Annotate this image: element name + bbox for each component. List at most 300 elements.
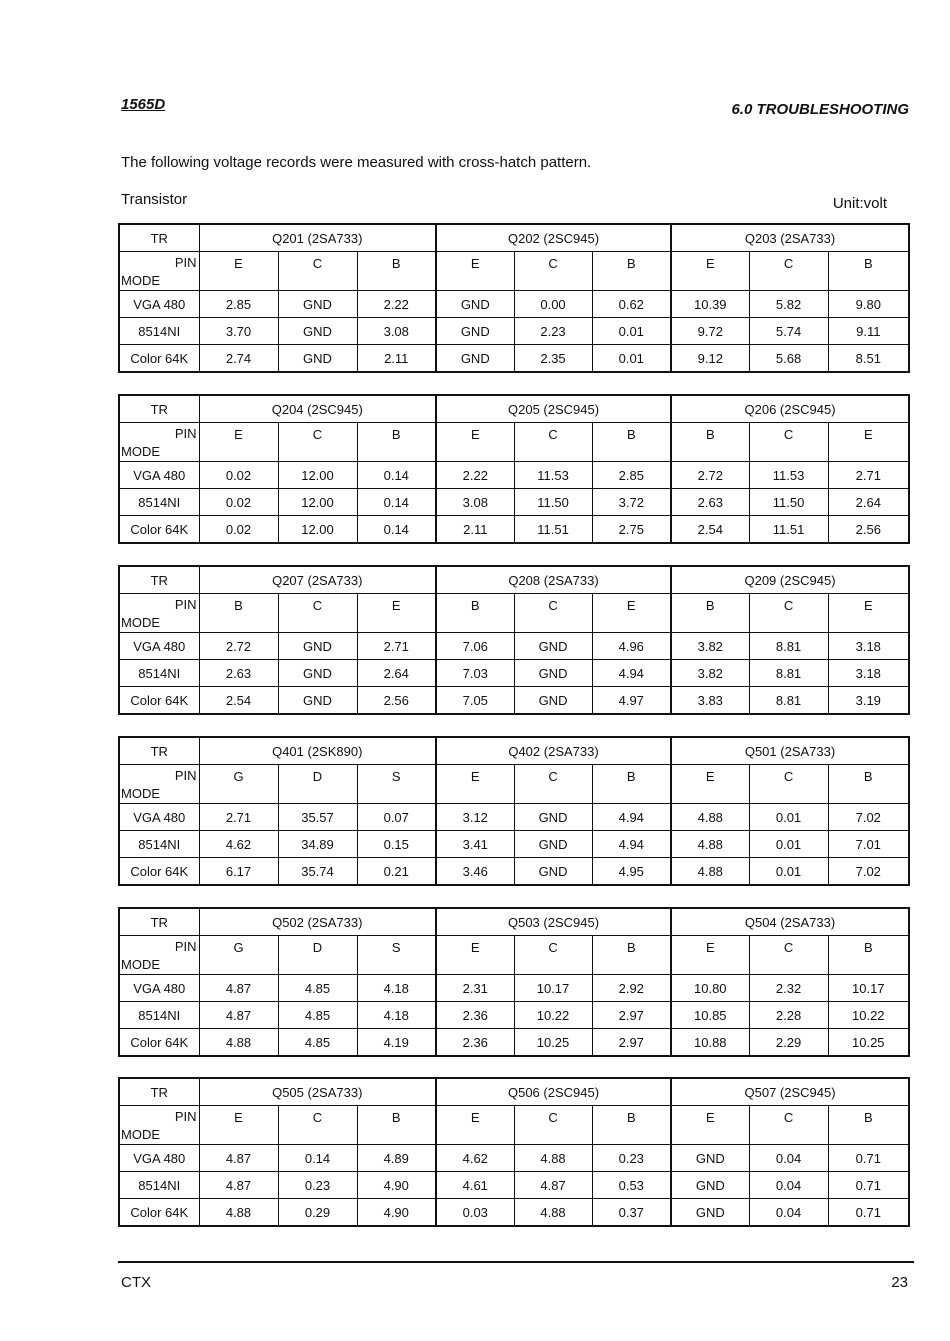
unit-label: Unit:volt (832, 195, 887, 212)
voltage-cell: GND (278, 291, 357, 318)
pin-header: B (828, 765, 909, 804)
voltage-cell: 0.29 (278, 1199, 357, 1227)
table-row (119, 1172, 909, 1199)
voltage-cell: 0.04 (749, 1172, 828, 1199)
pin-header: C (749, 1106, 828, 1145)
transistor-header: Q503 (2SC945) (436, 908, 671, 936)
voltage-cell: 5.82 (749, 291, 828, 318)
voltage-cell: 3.18 (828, 633, 909, 660)
voltage-cell: 0.21 (357, 858, 436, 886)
voltage-cell: 11.51 (514, 516, 592, 544)
voltage-cell: 2.56 (357, 687, 436, 715)
voltage-cell: 4.88 (671, 804, 749, 831)
voltage-cell: 7.06 (436, 633, 514, 660)
voltage-cell: 8.81 (749, 660, 828, 687)
tr-label: TR (119, 566, 199, 594)
transistor-header: Q201 (2SA733) (199, 224, 436, 252)
voltage-cell: 2.56 (828, 516, 909, 544)
voltage-cell: 8.81 (749, 633, 828, 660)
tr-label: TR (119, 1078, 199, 1106)
mode-cell: 8514NI (119, 660, 199, 687)
voltage-cell: 10.17 (514, 975, 592, 1002)
voltage-cell: GND (278, 687, 357, 715)
voltage-cell: 10.25 (828, 1029, 909, 1057)
voltage-cell: 4.18 (357, 975, 436, 1002)
table-row (119, 975, 909, 1002)
mode-cell: VGA 480 (119, 633, 199, 660)
voltage-cell: 0.01 (592, 345, 671, 373)
mode-cell: 8514NI (119, 831, 199, 858)
voltage-cell: 4.88 (514, 1199, 592, 1227)
pin-mode-header (119, 936, 199, 975)
footer-divider (118, 1261, 914, 1263)
voltage-cell: 0.71 (828, 1199, 909, 1227)
section-title: 6.0 TROUBLESHOOTING (731, 101, 909, 118)
voltage-cell: 2.97 (592, 1002, 671, 1029)
transistor-header: Q507 (2SC945) (671, 1078, 909, 1106)
mode-cell: 8514NI (119, 489, 199, 516)
voltage-cell: 4.97 (592, 687, 671, 715)
voltage-cell: GND (278, 633, 357, 660)
voltage-cell: 3.41 (436, 831, 514, 858)
voltage-cell: 4.87 (199, 975, 278, 1002)
pin-header: C (749, 765, 828, 804)
voltage-cell: 2.32 (749, 975, 828, 1002)
voltage-cell: 11.53 (514, 462, 592, 489)
voltage-cell: 3.82 (671, 660, 749, 687)
mode-cell: VGA 480 (119, 804, 199, 831)
voltage-cell: 3.19 (828, 687, 909, 715)
pin-header: C (749, 252, 828, 291)
voltage-table (118, 565, 910, 715)
voltage-cell: 11.53 (749, 462, 828, 489)
transistor-header: Q401 (2SK890) (199, 737, 436, 765)
voltage-cell: 0.23 (592, 1145, 671, 1172)
pin-header: E (199, 1106, 278, 1145)
voltage-cell: 4.62 (436, 1145, 514, 1172)
pin-label: PIN (174, 939, 197, 954)
voltage-cell: 2.35 (514, 345, 592, 373)
table-row (119, 1029, 909, 1057)
voltage-cell: 4.85 (278, 1029, 357, 1057)
voltage-cell: GND (436, 345, 514, 373)
table-row (119, 687, 909, 715)
mode-cell: VGA 480 (119, 462, 199, 489)
voltage-cell: GND (278, 660, 357, 687)
voltage-cell: 4.88 (199, 1029, 278, 1057)
pin-mode-header (119, 1106, 199, 1145)
tr-label: TR (119, 908, 199, 936)
pin-label: PIN (174, 1109, 197, 1124)
voltage-cell: 2.74 (199, 345, 278, 373)
voltage-cell: 9.72 (671, 318, 749, 345)
voltage-cell: GND (514, 633, 592, 660)
table-row (119, 345, 909, 373)
pin-header: D (278, 765, 357, 804)
voltage-cell: 10.80 (671, 975, 749, 1002)
pin-header: C (278, 594, 357, 633)
voltage-cell: 2.11 (357, 345, 436, 373)
voltage-cell: 2.54 (671, 516, 749, 544)
voltage-cell: 0.02 (199, 489, 278, 516)
voltage-cell: 4.94 (592, 660, 671, 687)
voltage-cell: 2.22 (436, 462, 514, 489)
pin-header: B (592, 1106, 671, 1145)
pin-header: B (592, 765, 671, 804)
transistor-header: Q207 (2SA733) (199, 566, 436, 594)
table-row (119, 633, 909, 660)
voltage-cell: 0.37 (592, 1199, 671, 1227)
pin-header: E (671, 252, 749, 291)
pin-header: C (278, 252, 357, 291)
voltage-cell: 0.01 (749, 831, 828, 858)
pin-header: C (749, 594, 828, 633)
mode-cell: VGA 480 (119, 975, 199, 1002)
table-row (119, 462, 909, 489)
voltage-cell: 2.72 (199, 633, 278, 660)
pin-header: E (199, 423, 278, 462)
voltage-cell: 34.89 (278, 831, 357, 858)
voltage-cell: 0.01 (749, 804, 828, 831)
pin-header: C (278, 1106, 357, 1145)
voltage-cell: 7.01 (828, 831, 909, 858)
voltage-cell: GND (514, 831, 592, 858)
voltage-cell: 10.88 (671, 1029, 749, 1057)
voltage-cell: 4.88 (514, 1145, 592, 1172)
table-row (119, 489, 909, 516)
pin-header: E (436, 423, 514, 462)
pin-header: S (357, 765, 436, 804)
voltage-table (118, 1077, 910, 1227)
transistor-header: Q505 (2SA733) (199, 1078, 436, 1106)
voltage-cell: 3.08 (436, 489, 514, 516)
pin-header: S (357, 936, 436, 975)
pin-header: C (514, 1106, 592, 1145)
voltage-cell: GND (436, 291, 514, 318)
pin-header: B (671, 423, 749, 462)
tr-label: TR (119, 737, 199, 765)
voltage-cell: 2.72 (671, 462, 749, 489)
voltage-cell: 3.46 (436, 858, 514, 886)
voltage-cell: 2.85 (199, 291, 278, 318)
table-row (119, 804, 909, 831)
mode-label: MODE (121, 786, 160, 801)
voltage-cell: 12.00 (278, 462, 357, 489)
mode-label: MODE (121, 273, 160, 288)
voltage-cell: 35.57 (278, 804, 357, 831)
voltage-cell: 0.14 (357, 516, 436, 544)
table-row (119, 831, 909, 858)
pin-header: B (828, 936, 909, 975)
voltage-cell: 0.04 (749, 1199, 828, 1227)
mode-cell: 8514NI (119, 1172, 199, 1199)
voltage-cell: 2.71 (357, 633, 436, 660)
voltage-cell: 10.22 (828, 1002, 909, 1029)
mode-cell: Color 64K (119, 858, 199, 886)
transistor-header: Q506 (2SC945) (436, 1078, 671, 1106)
voltage-cell: 4.87 (199, 1145, 278, 1172)
voltage-cell: 3.08 (357, 318, 436, 345)
voltage-cell: 2.63 (199, 660, 278, 687)
voltage-cell: 35.74 (278, 858, 357, 886)
voltage-cell: 0.04 (749, 1145, 828, 1172)
pin-header: E (436, 252, 514, 291)
document-code: 1565D (121, 96, 166, 113)
voltage-cell: 4.88 (671, 831, 749, 858)
voltage-cell: 2.92 (592, 975, 671, 1002)
voltage-cell: 5.68 (749, 345, 828, 373)
tr-label: TR (119, 224, 199, 252)
pin-header: C (514, 252, 592, 291)
transistor-header: Q204 (2SC945) (199, 395, 436, 423)
voltage-cell: 0.14 (357, 462, 436, 489)
voltage-cell: 10.17 (828, 975, 909, 1002)
transistor-header: Q501 (2SA733) (671, 737, 909, 765)
voltage-cell: 0.01 (749, 858, 828, 886)
page-number: 23 (891, 1274, 908, 1291)
voltage-cell: 0.71 (828, 1172, 909, 1199)
pin-header: B (828, 1106, 909, 1145)
pin-header: C (514, 594, 592, 633)
transistor-header: Q205 (2SC945) (436, 395, 671, 423)
table-row (119, 1145, 909, 1172)
voltage-cell: 4.19 (357, 1029, 436, 1057)
pin-header: E (671, 936, 749, 975)
table-row (119, 291, 909, 318)
table-row (119, 318, 909, 345)
voltage-cell: 4.87 (199, 1172, 278, 1199)
table-row (119, 858, 909, 886)
pin-header: G (199, 765, 278, 804)
voltage-cell: 2.23 (514, 318, 592, 345)
pin-label: PIN (174, 255, 197, 270)
pin-header: E (592, 594, 671, 633)
voltage-cell: 2.64 (357, 660, 436, 687)
voltage-cell: 2.36 (436, 1002, 514, 1029)
pin-header: B (592, 252, 671, 291)
transistor-header: Q502 (2SA733) (199, 908, 436, 936)
voltage-cell: 4.61 (436, 1172, 514, 1199)
table-row (119, 516, 909, 544)
voltage-cell: 4.62 (199, 831, 278, 858)
mode-cell: VGA 480 (119, 1145, 199, 1172)
voltage-cell: 4.90 (357, 1199, 436, 1227)
voltage-cell: 9.11 (828, 318, 909, 345)
voltage-cell: GND (278, 318, 357, 345)
voltage-table (118, 907, 910, 1057)
voltage-cell: 4.18 (357, 1002, 436, 1029)
mode-label: MODE (121, 615, 160, 630)
voltage-cell: 2.36 (436, 1029, 514, 1057)
voltage-cell: 3.18 (828, 660, 909, 687)
pin-header: E (828, 594, 909, 633)
tr-label: TR (119, 395, 199, 423)
pin-label: PIN (174, 426, 197, 441)
voltage-cell: 0.62 (592, 291, 671, 318)
voltage-cell: 2.63 (671, 489, 749, 516)
voltage-cell: 0.53 (592, 1172, 671, 1199)
voltage-cell: GND (671, 1199, 749, 1227)
pin-mode-header (119, 594, 199, 633)
voltage-cell: GND (514, 858, 592, 886)
table-row (119, 660, 909, 687)
voltage-cell: GND (278, 345, 357, 373)
voltage-cell: 2.71 (828, 462, 909, 489)
mode-label: MODE (121, 1127, 160, 1142)
transistor-header: Q206 (2SC945) (671, 395, 909, 423)
voltage-cell: 2.97 (592, 1029, 671, 1057)
mode-cell: 8514NI (119, 1002, 199, 1029)
voltage-cell: GND (436, 318, 514, 345)
pin-header: C (514, 936, 592, 975)
pin-header: B (828, 252, 909, 291)
voltage-cell: 8.51 (828, 345, 909, 373)
pin-header: C (749, 423, 828, 462)
pin-header: B (436, 594, 514, 633)
voltage-cell: 2.28 (749, 1002, 828, 1029)
voltage-cell: 4.88 (199, 1199, 278, 1227)
voltage-cell: 2.71 (199, 804, 278, 831)
voltage-table (118, 223, 910, 373)
voltage-cell: 2.54 (199, 687, 278, 715)
voltage-cell: 7.02 (828, 858, 909, 886)
intro-text: The following voltage records were measured with cross-hatch pattern. (121, 154, 592, 171)
mode-cell: Color 64K (119, 345, 199, 373)
voltage-cell: 10.22 (514, 1002, 592, 1029)
pin-header: B (357, 1106, 436, 1145)
voltage-cell: 0.71 (828, 1145, 909, 1172)
voltage-cell: 7.03 (436, 660, 514, 687)
voltage-cell: 2.31 (436, 975, 514, 1002)
mode-cell: VGA 480 (119, 291, 199, 318)
pin-header: B (199, 594, 278, 633)
voltage-cell: 0.00 (514, 291, 592, 318)
pin-header: B (357, 252, 436, 291)
voltage-cell: GND (514, 660, 592, 687)
voltage-cell: 4.88 (671, 858, 749, 886)
voltage-cell: GND (671, 1172, 749, 1199)
voltage-cell: 0.01 (592, 318, 671, 345)
pin-header: D (278, 936, 357, 975)
transistor-header: Q402 (2SA733) (436, 737, 671, 765)
voltage-cell: 4.96 (592, 633, 671, 660)
pin-header: C (749, 936, 828, 975)
voltage-cell: 0.02 (199, 462, 278, 489)
transistor-header: Q202 (2SC945) (436, 224, 671, 252)
voltage-cell: 2.11 (436, 516, 514, 544)
footer-brand: CTX (121, 1274, 151, 1291)
pin-label: PIN (174, 597, 197, 612)
voltage-cell: GND (514, 687, 592, 715)
pin-header: C (278, 423, 357, 462)
pin-mode-header (119, 252, 199, 291)
voltage-cell: 2.22 (357, 291, 436, 318)
voltage-cell: 4.94 (592, 831, 671, 858)
mode-cell: 8514NI (119, 318, 199, 345)
voltage-cell: 10.25 (514, 1029, 592, 1057)
voltage-cell: 4.85 (278, 975, 357, 1002)
voltage-cell: 0.15 (357, 831, 436, 858)
transistor-header: Q203 (2SA733) (671, 224, 909, 252)
voltage-cell: 7.05 (436, 687, 514, 715)
voltage-cell: 2.75 (592, 516, 671, 544)
voltage-cell: GND (514, 804, 592, 831)
voltage-cell: 8.81 (749, 687, 828, 715)
category-label: Transistor (121, 191, 188, 208)
transistor-header: Q208 (2SA733) (436, 566, 671, 594)
voltage-table (118, 394, 910, 544)
transistor-header: Q209 (2SC945) (671, 566, 909, 594)
voltage-cell: 11.50 (514, 489, 592, 516)
pin-header: E (828, 423, 909, 462)
voltage-cell: 0.03 (436, 1199, 514, 1227)
pin-header: C (514, 765, 592, 804)
voltage-cell: 4.94 (592, 804, 671, 831)
voltage-cell: 10.39 (671, 291, 749, 318)
voltage-cell: 7.02 (828, 804, 909, 831)
pin-header: E (436, 1106, 514, 1145)
voltage-cell: 9.80 (828, 291, 909, 318)
voltage-cell: 3.70 (199, 318, 278, 345)
table-row (119, 1199, 909, 1227)
voltage-cell: 11.50 (749, 489, 828, 516)
voltage-cell: 4.95 (592, 858, 671, 886)
voltage-cell: 12.00 (278, 516, 357, 544)
voltage-cell: 0.07 (357, 804, 436, 831)
pin-header: E (436, 765, 514, 804)
voltage-cell: 4.87 (514, 1172, 592, 1199)
pin-header: E (671, 1106, 749, 1145)
pin-mode-header (119, 765, 199, 804)
mode-cell: Color 64K (119, 1199, 199, 1227)
voltage-cell: 11.51 (749, 516, 828, 544)
mode-cell: Color 64K (119, 1029, 199, 1057)
voltage-table (118, 736, 910, 886)
mode-cell: Color 64K (119, 687, 199, 715)
mode-cell: Color 64K (119, 516, 199, 544)
pin-header: E (671, 765, 749, 804)
table-row (119, 1002, 909, 1029)
voltage-cell: 3.82 (671, 633, 749, 660)
voltage-cell: 2.29 (749, 1029, 828, 1057)
mode-label: MODE (121, 957, 160, 972)
pin-label: PIN (174, 768, 197, 783)
transistor-header: Q504 (2SA733) (671, 908, 909, 936)
pin-header: G (199, 936, 278, 975)
pin-header: B (357, 423, 436, 462)
voltage-cell: 0.14 (278, 1145, 357, 1172)
voltage-cell: GND (671, 1145, 749, 1172)
voltage-cell: 0.02 (199, 516, 278, 544)
voltage-cell: 0.14 (357, 489, 436, 516)
voltage-cell: 12.00 (278, 489, 357, 516)
pin-header: B (592, 423, 671, 462)
voltage-cell: 2.85 (592, 462, 671, 489)
voltage-cell: 4.90 (357, 1172, 436, 1199)
voltage-cell: 4.85 (278, 1002, 357, 1029)
pin-header: B (592, 936, 671, 975)
voltage-cell: 3.83 (671, 687, 749, 715)
voltage-cell: 10.85 (671, 1002, 749, 1029)
voltage-cell: 3.72 (592, 489, 671, 516)
voltage-cell: 4.89 (357, 1145, 436, 1172)
pin-header: E (199, 252, 278, 291)
pin-mode-header (119, 423, 199, 462)
voltage-cell: 4.87 (199, 1002, 278, 1029)
voltage-cell: 5.74 (749, 318, 828, 345)
pin-header: B (671, 594, 749, 633)
voltage-cell: 9.12 (671, 345, 749, 373)
